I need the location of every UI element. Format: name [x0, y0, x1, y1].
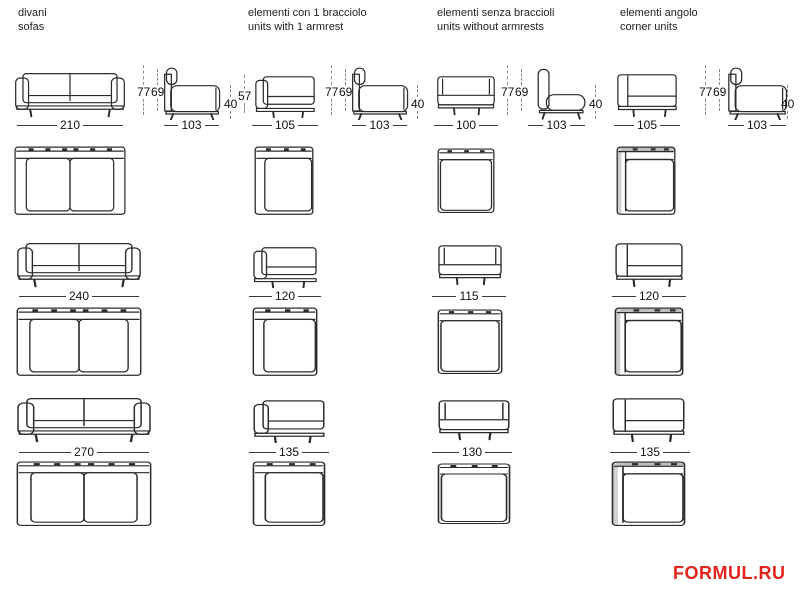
armrest-unit-side-elevation	[349, 67, 410, 120]
column-header-sofas	[18, 6, 47, 34]
dimension-line	[352, 125, 366, 126]
height-value: 77	[501, 85, 515, 99]
seat-height-dimension-40	[224, 84, 237, 120]
corner-unit-120-plan-view	[614, 307, 684, 377]
sofa-270-plan-view	[16, 461, 152, 527]
depth-value: 103	[546, 118, 567, 132]
dimension-dash	[521, 99, 522, 111]
width-dimension-unit-135	[607, 446, 693, 458]
width-dimension-unit-120	[246, 290, 324, 302]
depth-dimension-103	[525, 119, 588, 131]
armrest-unit-135-plan-view	[252, 461, 326, 527]
dimension-line	[482, 296, 506, 297]
width-value: 210	[59, 118, 81, 132]
header-english: units without armrests	[437, 21, 544, 33]
dimension-line	[479, 125, 498, 126]
dimension-line	[614, 125, 634, 126]
dimension-line	[17, 125, 57, 126]
width-value: 130	[461, 445, 483, 459]
dimension-dash	[331, 65, 332, 85]
width-value: 115	[459, 289, 479, 303]
width-dimension-unit-120	[609, 290, 689, 302]
back-height-dimension-77	[501, 64, 514, 116]
width-dimension-unit-115	[429, 290, 509, 302]
dimension-dash	[705, 99, 706, 115]
dimension-dash	[230, 111, 231, 119]
dimension-dash	[595, 85, 596, 97]
column-header-no-armrests	[437, 6, 554, 34]
sofa-240-front-elevation	[16, 242, 142, 288]
armrest-unit-105-front-elevation	[254, 75, 316, 118]
dimension-line	[249, 452, 276, 453]
dimension-dash	[521, 69, 522, 85]
dimension-dash	[417, 85, 418, 97]
height-value: 40	[589, 97, 603, 111]
dimension-dash	[230, 85, 231, 97]
armrest-height-dimension-57	[238, 74, 251, 114]
dimension-line	[164, 125, 178, 126]
depth-value: 103	[369, 118, 390, 132]
armrest-unit-105-plan-view	[254, 146, 314, 216]
dimension-line	[432, 452, 459, 453]
dimension-line	[249, 296, 272, 297]
height-value: 40	[224, 97, 238, 111]
height-value: 77	[137, 85, 151, 99]
dimension-line	[298, 296, 321, 297]
corner-unit-120-front-elevation	[614, 242, 684, 288]
dimension-line	[19, 452, 71, 453]
armless-unit-115-plan-view	[437, 309, 503, 375]
dimension-dash	[345, 69, 346, 85]
dimension-dash	[719, 99, 720, 111]
back-height-dimension-77	[137, 64, 150, 116]
dimension-dash	[157, 69, 158, 85]
dimension-line	[83, 125, 123, 126]
dimension-line	[92, 296, 139, 297]
header-english: sofas	[18, 21, 45, 33]
width-dimension-sofa-240	[16, 290, 142, 302]
dimension-line	[252, 125, 272, 126]
width-value: 120	[638, 289, 660, 303]
width-value: 270	[73, 445, 95, 459]
dimension-line	[528, 125, 543, 126]
column-header-1-armrest	[248, 6, 367, 34]
width-value: 135	[278, 445, 300, 459]
dimension-dash	[244, 103, 245, 113]
armless-unit-100-plan-view	[437, 148, 495, 214]
header-english: corner units	[620, 21, 678, 33]
watermark: FORMUL.RU	[673, 563, 786, 583]
back-height-dimension-77	[325, 64, 338, 116]
height-value: 77	[699, 85, 713, 99]
dimension-dash	[787, 85, 788, 97]
dimension-line	[97, 452, 149, 453]
header-italian: elementi con 1 bracciolo	[248, 7, 367, 19]
dimension-dash	[507, 99, 508, 115]
height-value: 77	[325, 85, 339, 99]
dimension-dash	[345, 99, 346, 111]
dimension-dash	[705, 65, 706, 85]
dimension-dash	[143, 65, 144, 85]
width-value: 100	[455, 118, 477, 132]
seat-height-dimension-40	[411, 84, 424, 120]
dimension-line	[298, 125, 318, 126]
depth-value: 103	[181, 118, 202, 132]
sofa-210-front-elevation	[14, 72, 126, 118]
corner-unit-105-front-elevation	[616, 73, 678, 118]
width-dimension-unit-135	[246, 446, 332, 458]
armless-unit-100-front-elevation	[436, 75, 496, 118]
armrest-unit-135-front-elevation	[252, 399, 326, 443]
dimension-dash	[507, 65, 508, 85]
dimension-dash	[331, 99, 332, 115]
dimension-dash	[244, 75, 245, 89]
depth-dimension-103	[725, 119, 789, 131]
width-value: 135	[639, 445, 661, 459]
width-value: 120	[274, 289, 296, 303]
dimension-dash	[417, 111, 418, 119]
dimension-line	[432, 296, 456, 297]
dimension-line	[570, 125, 585, 126]
width-dimension-unit-130	[429, 446, 515, 458]
dimension-line	[19, 296, 66, 297]
header-italian: divani	[18, 7, 47, 19]
sofa-210-plan-view	[14, 146, 126, 216]
height-value: 69	[339, 85, 353, 99]
seat-height-dimension-40	[781, 84, 794, 120]
height-value: 69	[515, 85, 529, 99]
column-header-corner-units	[620, 6, 698, 34]
dimension-dash	[595, 111, 596, 119]
back-height-dimension-77	[699, 64, 712, 116]
depth-value: 103	[746, 118, 768, 132]
width-dimension-unit-105	[249, 119, 321, 131]
dimension-line	[393, 125, 407, 126]
width-dimension-unit-105	[611, 119, 683, 131]
corner-unit-135-front-elevation	[611, 397, 686, 443]
dimension-line	[728, 125, 744, 126]
width-value: 105	[274, 118, 296, 132]
dimension-line	[302, 452, 329, 453]
width-dimension-unit-100	[431, 119, 501, 131]
corner-unit-side-elevation	[725, 67, 789, 120]
armrest-unit-120-front-elevation	[252, 246, 318, 288]
dimension-dash	[787, 111, 788, 119]
dimension-dash	[143, 99, 144, 115]
width-value: 105	[636, 118, 658, 132]
dimension-line	[205, 125, 219, 126]
dimension-line	[662, 296, 686, 297]
armless-unit-side-elevation	[525, 67, 588, 120]
dimension-line	[434, 125, 453, 126]
height-value: 69	[713, 85, 727, 99]
dimension-line	[660, 125, 680, 126]
armless-unit-130-front-elevation	[437, 399, 511, 443]
height-value: 57	[238, 89, 252, 103]
armrest-unit-120-plan-view	[252, 307, 318, 377]
depth-dimension-103	[161, 119, 222, 131]
header-english: units with 1 armrest	[248, 21, 344, 33]
depth-dimension-103	[349, 119, 410, 131]
sofa-240-plan-view	[16, 307, 142, 377]
dimension-line	[610, 452, 637, 453]
height-value: 69	[151, 85, 165, 99]
height-value: 40	[411, 97, 425, 111]
dimension-line	[770, 125, 786, 126]
seat-height-dimension-40	[589, 84, 602, 120]
corner-unit-135-plan-view	[611, 461, 686, 527]
armless-unit-130-plan-view	[437, 463, 511, 525]
dimension-line	[612, 296, 636, 297]
armless-unit-115-front-elevation	[437, 244, 503, 288]
dimension-dash	[157, 99, 158, 111]
dimension-line	[485, 452, 512, 453]
dimension-line	[663, 452, 690, 453]
header-italian: elementi senza braccioli	[437, 7, 555, 19]
sofa-270-front-elevation	[16, 397, 152, 443]
sofa-side-elevation	[161, 67, 222, 120]
width-dimension-sofa-270	[16, 446, 152, 458]
dimension-dash	[719, 69, 720, 85]
height-value: 40	[781, 97, 795, 111]
width-value: 240	[68, 289, 90, 303]
corner-unit-105-plan-view	[616, 146, 676, 216]
width-dimension-sofa-210	[14, 119, 126, 131]
header-italian: elementi angolo	[620, 7, 698, 19]
